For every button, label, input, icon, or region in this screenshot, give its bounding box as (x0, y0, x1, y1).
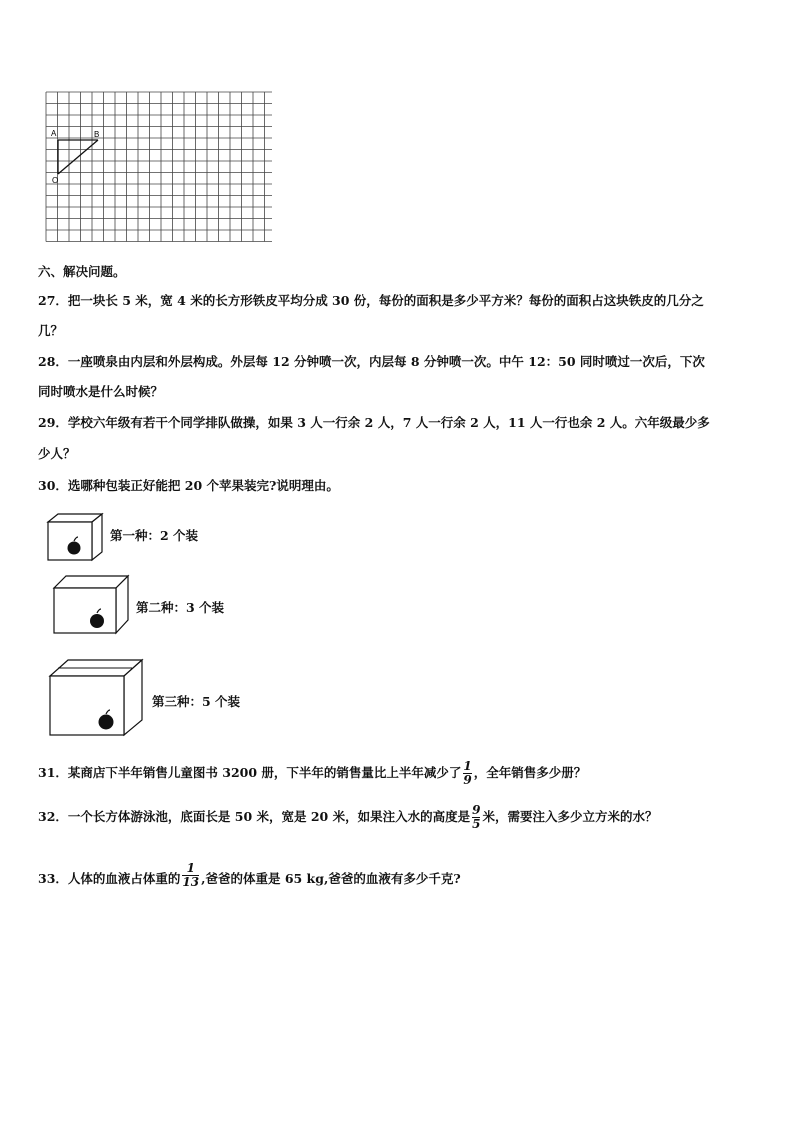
question-32 (38, 804, 657, 831)
box-option-3-label: 第三种：5 个装 (152, 694, 241, 709)
question-29-line2: 少人？ (38, 446, 76, 461)
fraction-numerator: 9 (472, 803, 481, 817)
question-33-tail: ,爸爸的体重是 65 kg,爸爸的血液有多少千克? (201, 871, 461, 886)
fraction-numerator: 1 (186, 861, 195, 875)
box-option-2 (52, 574, 132, 636)
question-32-tail: 米，需要注入多少立方米的水？ (482, 809, 658, 824)
question-27-line2: 几？ (38, 323, 64, 338)
fraction-one-thirteenth (182, 862, 199, 889)
question-30: 30．选哪种包装正好能把 20 个苹果装完?说明理由。 (38, 478, 339, 493)
question-31-text: 31．某商店下半年销售儿童图书 3200 册，下半年的销售量比上半年减少了 (38, 765, 462, 780)
question-33 (38, 862, 461, 889)
fraction-denominator: 9 (463, 773, 472, 787)
question-28-line2: 同时喷水是什么时候？ (38, 384, 164, 399)
grid-label-a: A (51, 129, 57, 138)
box-option-3 (48, 658, 146, 738)
question-31 (38, 760, 586, 787)
fraction-denominator: 5 (472, 817, 481, 831)
grid-label-o: O (52, 176, 59, 185)
question-28-line1: 28．一座喷泉由内层和外层构成。外层每 12 分钟喷一次，内层每 8 分钟喷一次。中午 12：50 同时喷过一次后，下次 (38, 354, 705, 369)
grid-label-b: B (94, 130, 100, 139)
coordinate-grid (40, 88, 272, 248)
fraction-nine-fifths (472, 804, 480, 831)
fraction-one-ninth (463, 760, 471, 787)
box-option-1-label: 第一种：2 个装 (110, 528, 199, 543)
question-27-line1: 27．把一块长 5 米，宽 4 米的长方形铁皮平均分成 30 份，每份的面积是多少平方米？每份的面积占这块铁皮的几分之 (38, 293, 704, 308)
fraction-denominator: 13 (182, 875, 200, 889)
question-32-text: 32．一个长方体游泳池，底面长是 50 米，宽是 20 米，如果注入水的高度是 (38, 809, 471, 824)
question-31-tail: ，全年销售多少册？ (473, 765, 587, 780)
section-title: 六、解决问题。 (38, 264, 126, 279)
question-33-text: 33．人体的血液占体重的 (38, 871, 181, 886)
box-option-2-label: 第二种：3 个装 (136, 600, 225, 615)
question-29-line1: 29．学校六年级有若干个同学排队做操，如果 3 人一行余 2 人，7 人一行余 2 人，11 人一行也余 2 人。六年级最少多 (38, 415, 710, 430)
box-option-1 (46, 512, 108, 562)
fraction-numerator: 1 (463, 759, 472, 773)
